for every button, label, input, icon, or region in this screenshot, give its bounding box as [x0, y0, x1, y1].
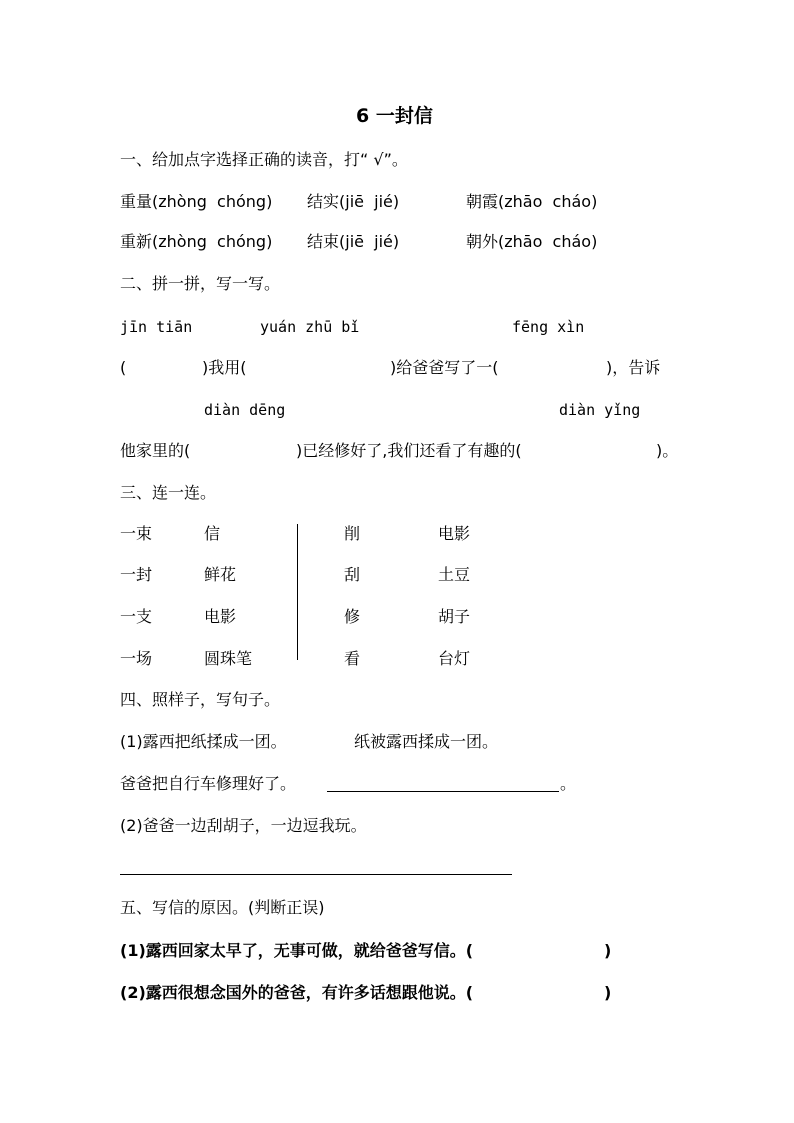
fill-blank-text: )，告诉 [606, 358, 661, 377]
s1-item: 朝霞(zhāo cháo) [466, 192, 598, 211]
fill-blank-text: )我用( [202, 358, 247, 377]
match-item: 修 [344, 607, 361, 626]
match-item: 看 [344, 649, 361, 668]
answer-line[interactable] [327, 791, 559, 792]
s1-item: 重新(zhòng chóng) [120, 232, 273, 251]
match-item: 一支 [120, 607, 153, 626]
match-item: 电影 [438, 524, 471, 543]
s1-item: 结束(jiē jié) [307, 232, 400, 251]
section-5-heading: 五、写信的原因。(判断正误) [120, 898, 325, 917]
question-sentence: 爸爸把自行车修理好了。 [120, 774, 297, 793]
s1-item: 朝外(zhāo cháo) [466, 232, 598, 251]
example-sentence: (1)露西把纸揉成一团。 [120, 732, 287, 751]
judge-question: (1)露西回家太早了，无事可做，就给爸爸写信。( [120, 941, 474, 960]
section-1-heading: 一、给加点字选择正确的读音，打“ √”。 [120, 150, 408, 169]
question-sentence-end: 。 [560, 774, 577, 793]
match-item: 鲜花 [204, 565, 237, 584]
example-sentence: 纸被露西揉成一团。 [354, 732, 499, 751]
fill-blank-text: )。 [656, 441, 679, 460]
match-item: 一场 [120, 649, 153, 668]
answer-line[interactable] [120, 874, 512, 875]
judge-close-paren: ) [604, 983, 612, 1002]
match-item: 台灯 [438, 649, 471, 668]
match-item: 信 [204, 524, 221, 543]
fill-blank-text: ( [120, 358, 127, 377]
match-item: 刮 [344, 565, 361, 584]
pinyin-jin-tian: jīn tiān [120, 318, 193, 336]
fill-blank-text: )已经修好了,我们还看了有趣的( [296, 441, 522, 460]
judge-close-paren: ) [604, 941, 612, 960]
page-title: 6 一封信 [356, 105, 433, 127]
divider-line [297, 524, 298, 660]
example-sentence: (2)爸爸一边刮胡子，一边逗我玩。 [120, 816, 367, 835]
match-item: 胡子 [438, 607, 471, 626]
section-2-heading: 二、拼一拼，写一写。 [120, 274, 281, 293]
s1-item: 结实(jiē jié) [307, 192, 400, 211]
pinyin-dian-deng: diàn dēng [204, 401, 286, 419]
judge-question: (2)露西很想念国外的爸爸，有许多话想跟他说。( [120, 983, 474, 1002]
match-item: 削 [344, 524, 361, 543]
s1-item: 重量(zhòng chóng) [120, 192, 273, 211]
pinyin-dian-ying: diàn yǐng [559, 401, 641, 419]
fill-blank-text: 他家里的( [120, 441, 191, 460]
section-3-heading: 三、连一连。 [120, 483, 217, 502]
pinyin-yuan-zhu-bi: yuán zhū bǐ [260, 318, 360, 336]
match-item: 圆珠笔 [204, 649, 253, 668]
match-item: 一束 [120, 524, 153, 543]
pinyin-feng-xin: fēng xìn [512, 318, 585, 336]
match-item: 一封 [120, 565, 153, 584]
match-item: 电影 [204, 607, 237, 626]
match-item: 土豆 [438, 565, 471, 584]
section-4-heading: 四、照样子，写句子。 [120, 690, 281, 709]
fill-blank-text: )给爸爸写了一( [390, 358, 499, 377]
